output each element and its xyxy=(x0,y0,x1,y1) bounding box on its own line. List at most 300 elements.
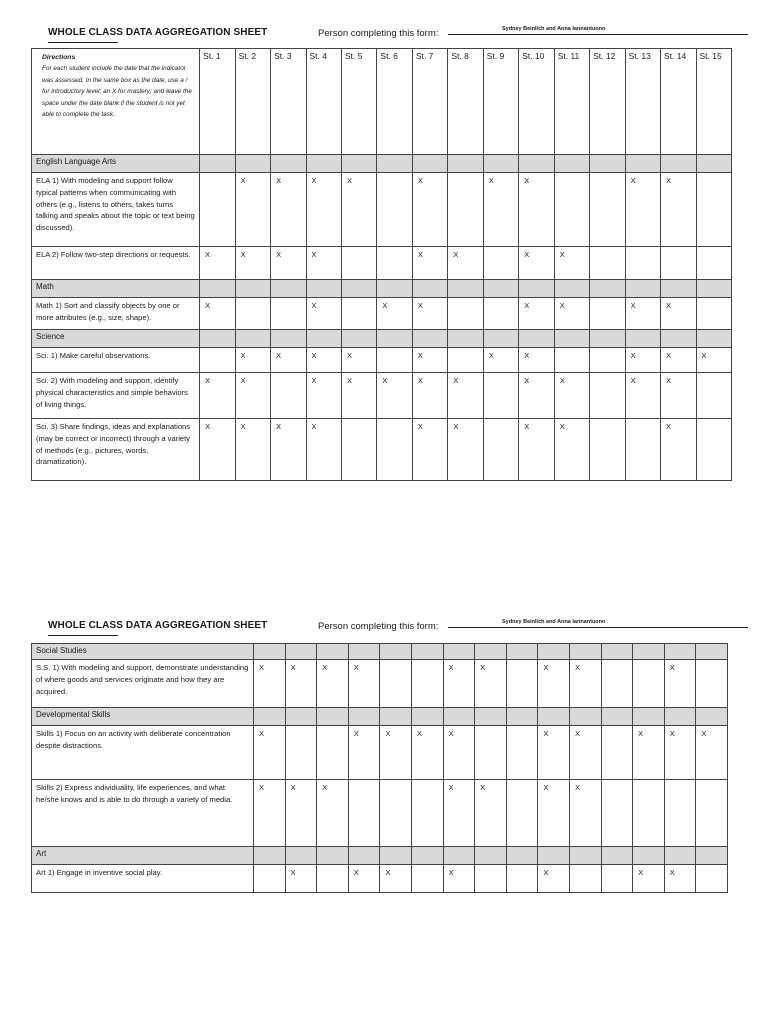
student-mark-cell[interactable] xyxy=(601,726,633,780)
student-mark-cell[interactable]: X xyxy=(341,348,376,373)
student-mark-cell[interactable]: X xyxy=(348,726,380,780)
section-blank-cell xyxy=(633,708,665,726)
student-column-header: St. 14 xyxy=(661,49,696,155)
indicator-row xyxy=(32,726,728,780)
student-mark-cell[interactable] xyxy=(411,780,443,847)
section-label: Art xyxy=(32,847,254,865)
student-mark-cell[interactable]: X xyxy=(554,373,589,419)
section-blank-cell xyxy=(633,847,665,865)
indicator-label: S.S. 1) With modeling and support, demonstrate understanding of where goods and services originate and how they are acquired. xyxy=(32,660,254,708)
section-blank-cell xyxy=(475,847,507,865)
section-label: Science xyxy=(32,330,200,348)
section-blank-cell xyxy=(483,155,518,173)
indicator-row xyxy=(32,298,732,330)
student-mark-cell[interactable] xyxy=(317,726,349,780)
student-mark-cell[interactable] xyxy=(341,247,376,280)
student-mark-cell[interactable]: X xyxy=(412,373,447,419)
student-column-header: St. 7 xyxy=(412,49,447,155)
student-mark-cell[interactable]: X xyxy=(200,298,235,330)
section-blank-cell xyxy=(590,330,625,348)
section-blank-cell xyxy=(412,155,447,173)
section-blank-cell xyxy=(475,644,507,660)
student-mark-cell[interactable]: X xyxy=(377,298,412,330)
student-mark-cell[interactable] xyxy=(696,780,728,847)
student-mark-cell[interactable] xyxy=(377,419,412,481)
student-mark-cell[interactable] xyxy=(625,419,660,481)
student-mark-cell[interactable] xyxy=(601,660,633,708)
section-blank-cell xyxy=(443,847,475,865)
section-blank-cell xyxy=(625,280,660,298)
student-mark-cell[interactable]: X xyxy=(200,373,235,419)
title-underline xyxy=(48,42,118,43)
section-blank-cell xyxy=(200,330,235,348)
student-mark-cell[interactable]: X xyxy=(696,348,732,373)
student-mark-cell[interactable]: X xyxy=(661,373,696,419)
section-blank-cell xyxy=(554,155,589,173)
student-mark-cell[interactable] xyxy=(696,298,732,330)
student-mark-cell[interactable]: X xyxy=(443,865,475,893)
directions-cell xyxy=(32,49,200,155)
section-blank-cell xyxy=(317,847,349,865)
section-blank-cell xyxy=(483,330,518,348)
section-blank-cell xyxy=(271,330,306,348)
student-mark-cell[interactable]: X xyxy=(341,373,376,419)
student-mark-cell[interactable] xyxy=(590,247,625,280)
student-column-header: St. 5 xyxy=(341,49,376,155)
student-mark-cell[interactable] xyxy=(696,419,732,481)
person-completing-line xyxy=(448,627,748,628)
section-blank-cell xyxy=(348,644,380,660)
student-mark-cell[interactable] xyxy=(483,419,518,481)
section-blank-cell xyxy=(235,280,270,298)
title-underline xyxy=(48,635,118,636)
student-mark-cell[interactable]: X xyxy=(664,726,696,780)
directions-text: For each student include the date that the indicator was assessed. In the same box as the date, use a / for introductory level; an X for mastery; and leave the space under the date blank if the student is not yet able to complete the task. xyxy=(42,65,192,119)
student-mark-cell[interactable] xyxy=(380,780,412,847)
section-blank-cell xyxy=(554,330,589,348)
student-column-header: St. 4 xyxy=(306,49,341,155)
section-blank-cell xyxy=(538,708,570,726)
student-mark-cell[interactable]: X xyxy=(664,660,696,708)
section-blank-cell xyxy=(200,155,235,173)
section-blank-cell xyxy=(377,280,412,298)
section-blank-cell xyxy=(664,708,696,726)
section-blank-cell xyxy=(601,847,633,865)
aggregation-table xyxy=(31,643,728,893)
student-mark-cell[interactable]: X xyxy=(200,247,235,280)
section-blank-cell xyxy=(200,280,235,298)
sheet-title: WHOLE CLASS DATA AGGREGATION SHEET xyxy=(48,620,268,631)
student-mark-cell[interactable] xyxy=(448,173,483,247)
section-blank-cell xyxy=(661,280,696,298)
student-mark-cell[interactable] xyxy=(633,780,665,847)
student-mark-cell[interactable]: X xyxy=(625,373,660,419)
indicator-row xyxy=(32,373,732,419)
indicator-label: Math 1) Sort and classify objects by one or more attributes (e.g., size, shape). xyxy=(32,298,200,330)
student-mark-cell[interactable]: X xyxy=(519,173,554,247)
student-mark-cell[interactable]: X xyxy=(285,660,317,708)
student-mark-cell[interactable] xyxy=(200,173,235,247)
student-mark-cell[interactable]: X xyxy=(443,726,475,780)
student-mark-cell[interactable] xyxy=(377,348,412,373)
student-mark-cell[interactable] xyxy=(348,780,380,847)
student-mark-cell[interactable]: X xyxy=(411,726,443,780)
student-mark-cell[interactable] xyxy=(506,726,538,780)
student-mark-cell[interactable]: X xyxy=(285,780,317,847)
student-mark-cell[interactable]: X xyxy=(306,348,341,373)
student-column-header: St. 11 xyxy=(554,49,589,155)
section-blank-cell xyxy=(506,847,538,865)
section-blank-cell xyxy=(519,155,554,173)
aggregation-table xyxy=(31,48,732,481)
section-header-row xyxy=(32,847,728,865)
section-header-row xyxy=(32,644,728,660)
student-mark-cell[interactable]: X xyxy=(569,780,601,847)
section-blank-cell xyxy=(569,847,601,865)
student-mark-cell[interactable]: X xyxy=(448,373,483,419)
sheet-2 xyxy=(0,600,768,920)
student-mark-cell[interactable]: X xyxy=(254,660,286,708)
student-header-row xyxy=(32,49,732,155)
student-column-header: St. 13 xyxy=(625,49,660,155)
student-mark-cell[interactable]: X xyxy=(271,348,306,373)
student-mark-cell[interactable] xyxy=(254,865,286,893)
section-blank-cell xyxy=(448,280,483,298)
student-mark-cell[interactable]: X xyxy=(306,419,341,481)
student-mark-cell[interactable] xyxy=(506,660,538,708)
student-mark-cell[interactable]: X xyxy=(519,419,554,481)
student-mark-cell[interactable] xyxy=(448,348,483,373)
section-blank-cell xyxy=(590,280,625,298)
student-mark-cell[interactable] xyxy=(633,660,665,708)
student-mark-cell[interactable]: X xyxy=(317,780,349,847)
section-blank-cell xyxy=(254,708,286,726)
student-mark-cell[interactable]: X xyxy=(341,173,376,247)
student-mark-cell[interactable]: X xyxy=(633,865,665,893)
section-label: English Language Arts xyxy=(32,155,200,173)
student-mark-cell[interactable]: X xyxy=(317,660,349,708)
section-blank-cell xyxy=(235,155,270,173)
student-mark-cell[interactable]: X xyxy=(661,298,696,330)
section-blank-cell xyxy=(696,280,732,298)
section-label: Math xyxy=(32,280,200,298)
indicator-label: ELA 2) Follow two-step directions or requests. xyxy=(32,247,200,280)
student-mark-cell[interactable]: X xyxy=(254,780,286,847)
student-mark-cell[interactable] xyxy=(271,298,306,330)
indicator-row xyxy=(32,780,728,847)
indicator-row xyxy=(32,419,732,481)
student-mark-cell[interactable] xyxy=(696,660,728,708)
section-blank-cell xyxy=(271,155,306,173)
student-mark-cell[interactable] xyxy=(696,173,732,247)
student-mark-cell[interactable] xyxy=(569,865,601,893)
student-mark-cell[interactable] xyxy=(601,780,633,847)
student-mark-cell[interactable]: X xyxy=(306,298,341,330)
student-column-header: St. 10 xyxy=(519,49,554,155)
student-mark-cell[interactable]: X xyxy=(377,373,412,419)
section-blank-cell xyxy=(285,847,317,865)
student-mark-cell[interactable]: X xyxy=(519,348,554,373)
student-mark-cell[interactable]: X xyxy=(538,660,570,708)
section-blank-cell xyxy=(443,644,475,660)
student-mark-cell[interactable] xyxy=(317,865,349,893)
indicator-row xyxy=(32,173,732,247)
person-completing-label: Person completing this form: xyxy=(318,28,439,39)
student-column-header: St. 2 xyxy=(235,49,270,155)
student-mark-cell[interactable]: X xyxy=(412,419,447,481)
student-mark-cell[interactable]: X xyxy=(538,726,570,780)
student-mark-cell[interactable]: X xyxy=(664,865,696,893)
student-mark-cell[interactable]: X xyxy=(569,726,601,780)
student-mark-cell[interactable] xyxy=(475,726,507,780)
section-blank-cell xyxy=(590,155,625,173)
section-blank-cell xyxy=(306,330,341,348)
section-blank-cell xyxy=(235,330,270,348)
student-mark-cell[interactable] xyxy=(554,173,589,247)
section-blank-cell xyxy=(380,708,412,726)
section-blank-cell xyxy=(475,708,507,726)
section-blank-cell xyxy=(412,330,447,348)
student-mark-cell[interactable]: X xyxy=(412,298,447,330)
student-mark-cell[interactable]: X xyxy=(443,780,475,847)
student-mark-cell[interactable] xyxy=(483,298,518,330)
student-mark-cell[interactable] xyxy=(380,660,412,708)
section-blank-cell xyxy=(519,280,554,298)
student-mark-cell[interactable]: X xyxy=(306,373,341,419)
section-blank-cell xyxy=(348,708,380,726)
section-blank-cell xyxy=(411,847,443,865)
section-blank-cell xyxy=(448,330,483,348)
student-mark-cell[interactable]: X xyxy=(412,348,447,373)
section-blank-cell xyxy=(317,644,349,660)
indicator-label: Skills 2) Express individuality, life experiences, and what he/she knows and is able to do through a variety of media. xyxy=(32,780,254,847)
student-mark-cell[interactable] xyxy=(590,298,625,330)
student-mark-cell[interactable] xyxy=(696,373,732,419)
indicator-label: Sci. 1) Make careful observations. xyxy=(32,348,200,373)
student-mark-cell[interactable] xyxy=(696,865,728,893)
section-blank-cell xyxy=(285,644,317,660)
indicator-row xyxy=(32,348,732,373)
student-mark-cell[interactable]: X xyxy=(519,373,554,419)
student-mark-cell[interactable]: X xyxy=(483,173,518,247)
student-mark-cell[interactable] xyxy=(661,247,696,280)
student-mark-cell[interactable] xyxy=(696,247,732,280)
section-header-row xyxy=(32,708,728,726)
section-blank-cell xyxy=(380,644,412,660)
student-mark-cell[interactable]: X xyxy=(475,780,507,847)
student-mark-cell[interactable]: X xyxy=(254,726,286,780)
section-blank-cell xyxy=(664,847,696,865)
student-mark-cell[interactable] xyxy=(200,348,235,373)
indicator-row xyxy=(32,865,728,893)
student-mark-cell[interactable]: X xyxy=(554,247,589,280)
student-mark-cell[interactable]: X xyxy=(519,298,554,330)
section-blank-cell xyxy=(569,644,601,660)
student-mark-cell[interactable] xyxy=(554,348,589,373)
student-mark-cell[interactable] xyxy=(475,865,507,893)
section-blank-cell xyxy=(341,280,376,298)
student-mark-cell[interactable] xyxy=(590,173,625,247)
section-blank-cell xyxy=(696,644,728,660)
student-mark-cell[interactable]: X xyxy=(661,173,696,247)
student-mark-cell[interactable]: X xyxy=(554,298,589,330)
student-mark-cell[interactable]: X xyxy=(443,660,475,708)
student-mark-cell[interactable]: X xyxy=(538,865,570,893)
student-mark-cell[interactable] xyxy=(377,173,412,247)
student-mark-cell[interactable]: X xyxy=(519,247,554,280)
student-mark-cell[interactable] xyxy=(601,865,633,893)
student-mark-cell[interactable]: X xyxy=(200,419,235,481)
student-mark-cell[interactable]: X xyxy=(285,865,317,893)
student-mark-cell[interactable]: X xyxy=(448,247,483,280)
student-mark-cell[interactable]: X xyxy=(538,780,570,847)
student-mark-cell[interactable]: X xyxy=(625,348,660,373)
section-blank-cell xyxy=(285,708,317,726)
section-blank-cell xyxy=(519,330,554,348)
section-blank-cell xyxy=(341,330,376,348)
section-label: Social Studies xyxy=(32,644,254,660)
student-mark-cell[interactable]: X xyxy=(271,419,306,481)
student-mark-cell[interactable]: X xyxy=(633,726,665,780)
student-column-header: St. 3 xyxy=(271,49,306,155)
sheet-title: WHOLE CLASS DATA AGGREGATION SHEET xyxy=(48,27,268,38)
student-mark-cell[interactable] xyxy=(411,865,443,893)
student-mark-cell[interactable]: X xyxy=(625,298,660,330)
section-blank-cell xyxy=(380,847,412,865)
section-blank-cell xyxy=(377,155,412,173)
section-blank-cell xyxy=(506,708,538,726)
student-mark-cell[interactable] xyxy=(448,298,483,330)
section-header-row xyxy=(32,155,732,173)
section-blank-cell xyxy=(696,330,732,348)
student-mark-cell[interactable] xyxy=(341,419,376,481)
section-blank-cell xyxy=(341,155,376,173)
student-mark-cell[interactable]: X xyxy=(235,419,270,481)
section-blank-cell xyxy=(271,280,306,298)
student-mark-cell[interactable]: X xyxy=(661,419,696,481)
student-mark-cell[interactable] xyxy=(483,373,518,419)
sheet-1 xyxy=(0,0,768,500)
section-blank-cell xyxy=(633,644,665,660)
student-mark-cell[interactable] xyxy=(625,247,660,280)
student-mark-cell[interactable]: X xyxy=(554,419,589,481)
section-blank-cell xyxy=(625,330,660,348)
section-blank-cell xyxy=(569,708,601,726)
section-blank-cell xyxy=(696,708,728,726)
student-mark-cell[interactable] xyxy=(341,298,376,330)
student-mark-cell[interactable]: X xyxy=(348,660,380,708)
student-mark-cell[interactable] xyxy=(411,660,443,708)
student-column-header: St. 8 xyxy=(448,49,483,155)
section-blank-cell xyxy=(554,280,589,298)
student-mark-cell[interactable]: X xyxy=(448,419,483,481)
section-blank-cell xyxy=(601,644,633,660)
student-mark-cell[interactable] xyxy=(664,780,696,847)
student-column-header: St. 12 xyxy=(590,49,625,155)
student-mark-cell[interactable] xyxy=(590,348,625,373)
student-mark-cell[interactable]: X xyxy=(696,726,728,780)
student-mark-cell[interactable]: X xyxy=(306,247,341,280)
student-mark-cell[interactable]: X xyxy=(380,865,412,893)
student-column-header: St. 6 xyxy=(377,49,412,155)
student-mark-cell[interactable]: X xyxy=(235,348,270,373)
indicator-label: Sci. 2) With modeling and support, identify physical characteristics and simple behaviors of living things. xyxy=(32,373,200,419)
section-blank-cell xyxy=(601,708,633,726)
student-mark-cell[interactable] xyxy=(235,298,270,330)
student-mark-cell[interactable] xyxy=(506,780,538,847)
section-blank-cell xyxy=(306,155,341,173)
section-blank-cell xyxy=(483,280,518,298)
student-mark-cell[interactable]: X xyxy=(475,660,507,708)
section-blank-cell xyxy=(317,708,349,726)
section-blank-cell xyxy=(664,644,696,660)
section-header-row xyxy=(32,280,732,298)
section-blank-cell xyxy=(411,708,443,726)
section-blank-cell xyxy=(661,330,696,348)
section-blank-cell xyxy=(538,644,570,660)
section-blank-cell xyxy=(696,847,728,865)
student-mark-cell[interactable] xyxy=(271,373,306,419)
section-blank-cell xyxy=(538,847,570,865)
section-blank-cell xyxy=(443,708,475,726)
section-blank-cell xyxy=(412,280,447,298)
student-mark-cell[interactable] xyxy=(506,865,538,893)
student-mark-cell[interactable]: X xyxy=(412,173,447,247)
student-mark-cell[interactable]: X xyxy=(306,173,341,247)
directions-title: Directions xyxy=(42,54,76,61)
student-mark-cell[interactable]: X xyxy=(625,173,660,247)
section-blank-cell xyxy=(696,155,732,173)
student-column-header: St. 9 xyxy=(483,49,518,155)
indicator-label: Skills 1) Focus on an activity with deliberate concentration despite distractions. xyxy=(32,726,254,780)
student-mark-cell[interactable]: X xyxy=(483,348,518,373)
indicator-row xyxy=(32,660,728,708)
indicator-label: ELA 1) With modeling and support follow typical patterns when communicating with others (e.g., listens to others, takes turns talking and speaks about the topic or text being discussed). xyxy=(32,173,200,247)
section-blank-cell xyxy=(306,280,341,298)
section-blank-cell xyxy=(254,644,286,660)
student-mark-cell[interactable]: X xyxy=(412,247,447,280)
student-mark-cell[interactable] xyxy=(590,419,625,481)
student-mark-cell[interactable]: X xyxy=(380,726,412,780)
student-mark-cell[interactable]: X xyxy=(235,373,270,419)
section-blank-cell xyxy=(625,155,660,173)
section-blank-cell xyxy=(377,330,412,348)
person-completing-name: Sydney Beinlich and Anna Iannantuono xyxy=(502,619,606,625)
student-mark-cell[interactable]: X xyxy=(271,173,306,247)
student-mark-cell[interactable]: X xyxy=(569,660,601,708)
section-blank-cell xyxy=(411,644,443,660)
student-column-header: St. 15 xyxy=(696,49,732,155)
section-blank-cell xyxy=(448,155,483,173)
student-mark-cell[interactable]: X xyxy=(348,865,380,893)
section-blank-cell xyxy=(254,847,286,865)
student-mark-cell[interactable] xyxy=(285,726,317,780)
student-mark-cell[interactable]: X xyxy=(235,173,270,247)
student-mark-cell[interactable] xyxy=(377,247,412,280)
section-blank-cell xyxy=(348,847,380,865)
person-completing-label: Person completing this form: xyxy=(318,621,439,632)
section-blank-cell xyxy=(506,644,538,660)
student-mark-cell[interactable]: X xyxy=(661,348,696,373)
indicator-label: Art 1) Engage in inventive social play. xyxy=(32,865,254,893)
student-column-header: St. 1 xyxy=(200,49,235,155)
section-header-row xyxy=(32,330,732,348)
student-mark-cell[interactable] xyxy=(590,373,625,419)
student-mark-cell[interactable]: X xyxy=(271,247,306,280)
person-completing-line xyxy=(448,34,748,35)
student-mark-cell[interactable] xyxy=(483,247,518,280)
student-mark-cell[interactable]: X xyxy=(235,247,270,280)
